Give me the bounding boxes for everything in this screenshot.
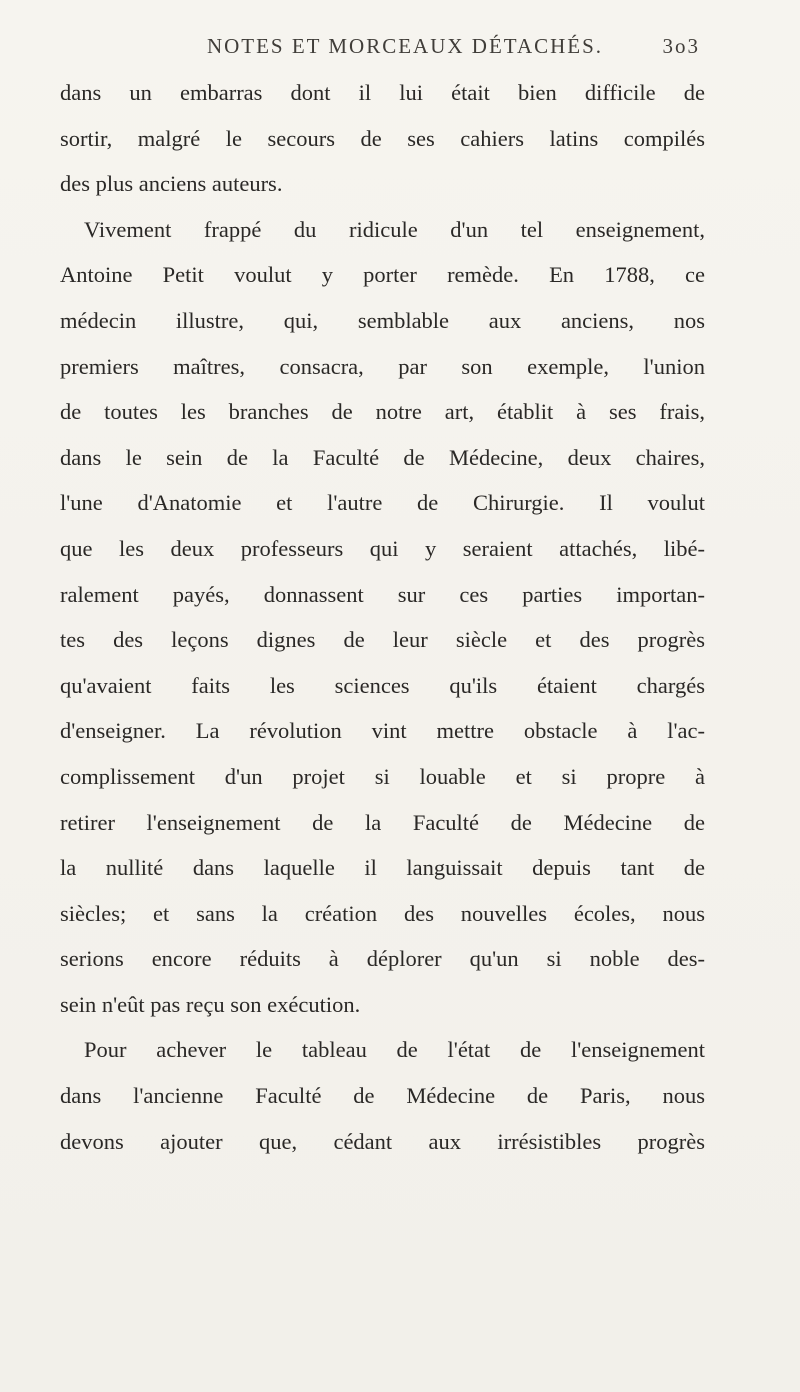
- text-line: complissement d'un projet si louable et si propre à: [60, 763, 705, 789]
- text-line: que les deux professeurs qui y seraient attachés, libé-: [60, 535, 705, 561]
- text-line: Pour achever le tableau de l'état de l'enseignement: [84, 1037, 705, 1063]
- text-line: sortir, malgré le secours de ses cahiers latins compilés: [60, 125, 705, 151]
- text-line: médecin illustre, qui, semblable aux anciens, nos: [60, 307, 705, 333]
- text-line: la nullité dans laquelle il languissait depuis tant de: [60, 855, 705, 881]
- text-line: siècles; et sans la création des nouvelles écoles, nous: [60, 900, 705, 926]
- text-line: retirer l'enseignement de la Faculté de Médecine de: [60, 809, 705, 835]
- text-line: dans un embarras dont il lui était bien difficile de: [60, 80, 705, 105]
- text-line: dans le sein de la Faculté de Médecine, deux chaires,: [60, 444, 705, 470]
- text-line: ralement payés, donnassent sur ces parties importan-: [60, 581, 705, 607]
- text-line: de toutes les branches de notre art, établit à ses frais,: [60, 399, 705, 425]
- running-head-title: NOTES ET MORCEAUX DÉTACHÉS.: [206, 33, 604, 58]
- page-number: 3o3: [662, 33, 700, 58]
- text-line: l'une d'Anatomie et l'autre de Chirurgie. Il voulut: [60, 490, 705, 516]
- text-line: tes des leçons dignes de leur siècle et des progrès: [60, 627, 705, 653]
- text-line: des plus anciens auteurs.: [60, 171, 283, 197]
- running-head: [150, 32, 700, 60]
- body-text: [60, 70, 705, 1164]
- text-line: premiers maîtres, consacra, par son exemple, l'union: [60, 353, 705, 379]
- text-line: qu'avaient faits les sciences qu'ils étaient chargés: [60, 672, 705, 698]
- text-line: sein n'eût pas reçu son exécution.: [60, 991, 361, 1017]
- text-line: d'enseigner. La révolution vint mettre obstacle à l'ac-: [60, 718, 705, 744]
- text-line: serions encore réduits à déplorer qu'un si noble des-: [60, 946, 705, 972]
- text-line: devons ajouter que, cédant aux irrésistibles progrès: [60, 1128, 705, 1154]
- text-line: Antoine Petit voulut y porter remède. En 1788, ce: [60, 262, 705, 288]
- text-line: dans l'ancienne Faculté de Médecine de Paris, nous: [60, 1083, 705, 1109]
- text-line: Vivement frappé du ridicule d'un tel enseignement,: [84, 216, 705, 242]
